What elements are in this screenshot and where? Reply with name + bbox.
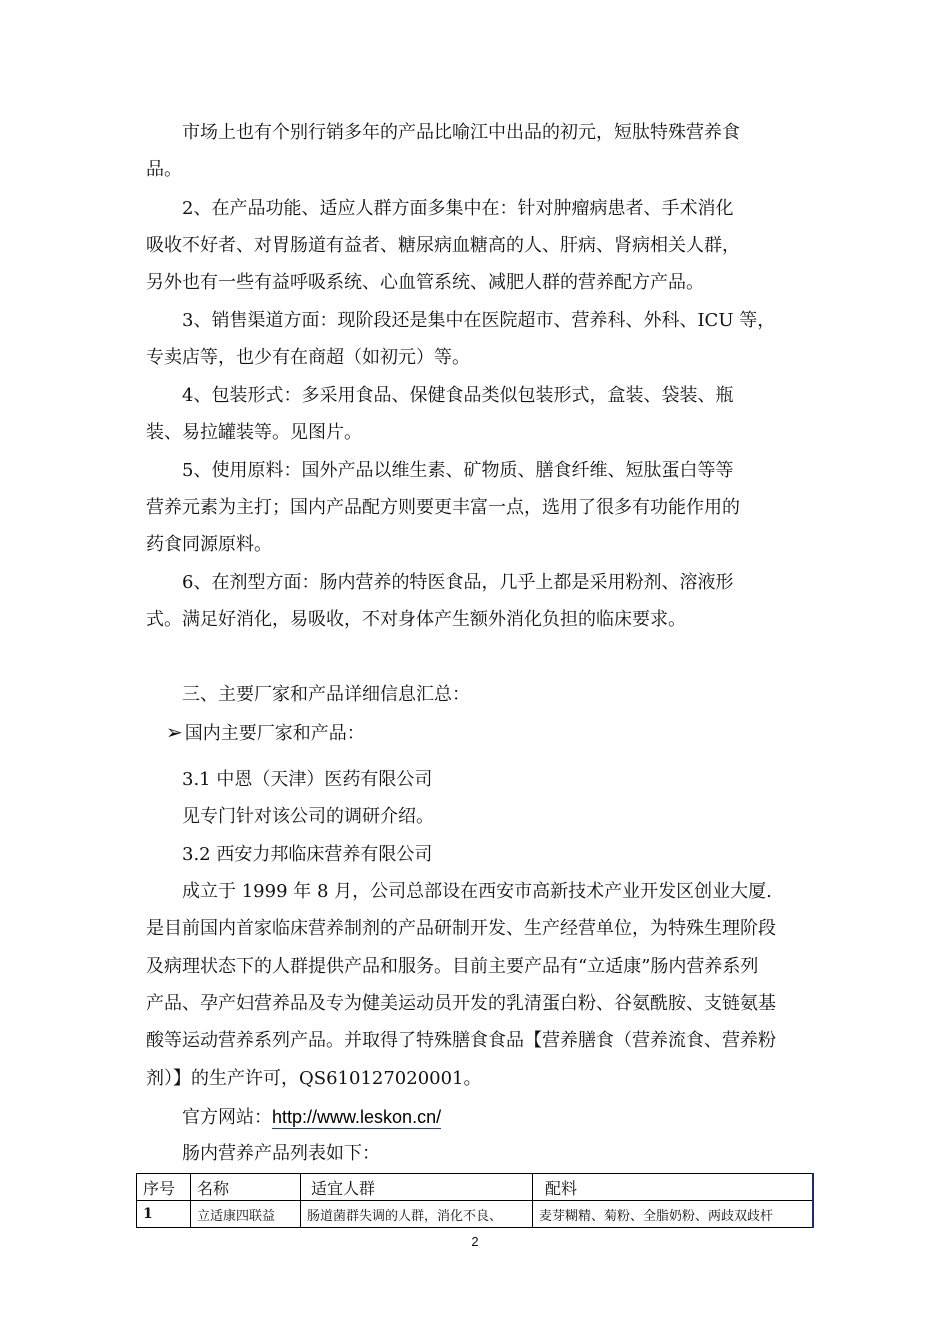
table-header-cell: 名称 [191,1174,301,1201]
website-label: 官方网站： [182,1107,272,1128]
table-cell: 立适康四联益 [191,1201,301,1228]
paragraph-line: 另外也有一些有益呼吸系统、心血管系统、减肥人群的营养配方产品。 [146,272,704,293]
section-heading: 三、主要厂家和产品详细信息汇总： [182,684,470,705]
table-cell: 麦芽糊精、菊粉、全脂奶粉、两歧双歧杆 [533,1201,813,1228]
paragraph-line: 6、在剂型方面：肠内营养的特医食品，几乎上都是采用粉剂、溶液形 [182,572,734,593]
paragraph-line: 营养元素为主打；国内产品配方则要更丰富一点，选用了很多有功能作用的 [146,497,740,518]
paragraph-line: 是目前国内首家临床营养制剂的产品研制开发、生产经营单位，为特殊生理阶段 [146,918,776,939]
paragraph-line: 成立于 1999 年 8 月，公司总部设在西安市高新技术产业开发区创业大厦. [182,881,772,902]
product-list-intro: 肠内营养产品列表如下： [182,1143,380,1164]
paragraph-line: 药食同源原料。 [146,534,272,555]
arrow-bullet-icon: ➢ [166,720,183,744]
company-description: 见专门针对该公司的调研介绍。 [182,806,434,827]
table-header-cell: 适宜人群 [301,1174,533,1201]
table-cell: 1 [137,1201,191,1228]
website-line [182,1105,441,1130]
paragraph-line: 剂）】的生产许可，QS610127020001。 [146,1068,482,1089]
paragraph-line: 专卖店等，也少有在商超（如初元）等。 [146,347,470,368]
paragraph-line: 品。 [146,159,182,180]
table-header-cell: 配料 [533,1174,813,1201]
paragraph-line: 及病理状态下的人群提供产品和服务。目前主要产品有“立适康”肠内营养系列 [146,956,759,977]
table-header-cell: 序号 [137,1174,191,1201]
paragraph-line: 5、使用原料：国外产品以维生素、矿物质、膳食纤维、短肽蛋白等等 [182,460,734,481]
paragraph-line: 3、销售渠道方面：现阶段还是集中在医院超市、营养科、外科、ICU 等， [182,310,776,331]
paragraph-line: 市场上也有个别行销多年的产品比喻江中出品的初元，短肽特殊营养食 [182,122,740,143]
paragraph-line: 2、在产品功能、适应人群方面多集中在：针对肿瘤病患者、手术消化 [182,198,734,219]
paragraph-line: 酸等运动营养系列产品。并取得了特殊膳食食品【营养膳食（营养流食、营养粉 [146,1030,776,1051]
paragraph-line: 产品、孕产妇营养品及专为健美运动员开发的乳清蛋白粉、谷氨酰胺、支链氨基 [146,993,776,1014]
table-header-row [137,1174,813,1201]
bullet-item [166,720,365,746]
company-title: 3.2 西安力邦临床营养有限公司 [182,844,433,865]
paragraph-line: 4、包装形式：多采用食品、保健食品类似包装形式，盒装、袋装、瓶 [182,385,734,406]
company-title: 3.1 中恩（天津）医药有限公司 [182,769,433,790]
website-link[interactable]: http://www.leskon.cn/ [272,1107,442,1127]
paragraph-line: 装、易拉罐装等。见图片。 [146,422,362,443]
product-table [136,1173,814,1228]
table-cell: 肠道菌群失调的人群，消化不良、 [301,1201,533,1228]
paragraph-line: 式。满足好消化，易吸收，不对身体产生额外消化负担的临床要求。 [146,609,686,630]
paragraph-line: 吸收不好者、对胃肠道有益者、糖尿病血糖高的人、肝病、肾病相关人群， [146,235,740,256]
table-row [137,1201,813,1228]
bullet-text: 国内主要厂家和产品： [184,723,365,744]
page-number: 2 [471,1234,479,1249]
